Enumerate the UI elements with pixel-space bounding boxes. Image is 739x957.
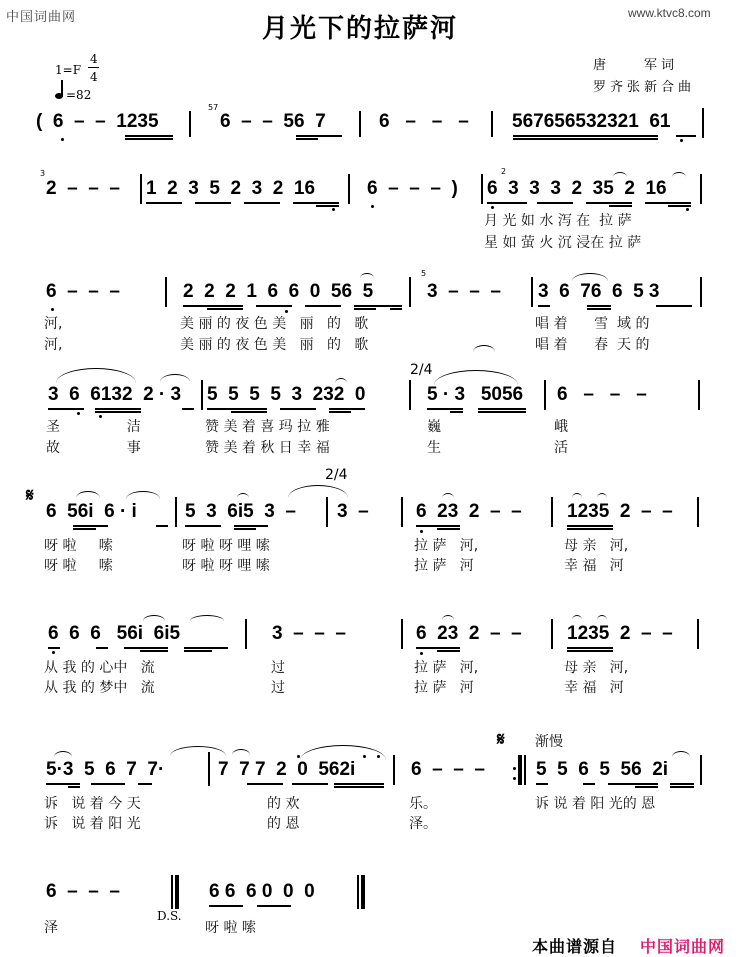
bar-line <box>702 108 704 138</box>
underline <box>46 783 80 785</box>
underline <box>293 202 339 204</box>
slur <box>76 491 100 498</box>
high-octave-dot <box>297 755 300 758</box>
bar-line <box>393 755 395 785</box>
measure-2-notes: 5 3 6i5 3 – <box>185 501 296 522</box>
bar-line <box>357 875 359 909</box>
underline <box>668 205 691 207</box>
bar-line <box>700 277 702 307</box>
bar-line <box>401 619 403 649</box>
repeat-dot <box>513 777 516 780</box>
slur <box>54 751 72 757</box>
underline <box>234 528 256 530</box>
underline <box>244 202 280 204</box>
lyrics-verse-1-b: 过 <box>271 660 285 676</box>
slur <box>597 493 607 498</box>
underline <box>73 525 108 527</box>
bar-line <box>481 174 483 204</box>
measure-4-notes: 6 3 3 3 2 35 2 16 <box>487 178 667 199</box>
lyrics-verse-2-c: 唱 着 春 天 的 <box>535 337 650 353</box>
underline <box>125 135 173 137</box>
lyrics-verse-1-c: 拉 萨 河, <box>414 538 479 554</box>
bar-line <box>491 111 493 137</box>
bar-line <box>359 111 361 137</box>
underline <box>513 138 658 140</box>
measure-2-notes: 2 2 2 1 6 6 0 56 5 <box>183 281 374 302</box>
segno-icon: 𝄋 <box>497 729 505 750</box>
lyrics-verse-2: 星 如 萤 火 沉 浸在 拉 萨 <box>484 235 642 251</box>
underline <box>207 308 243 310</box>
underline <box>91 783 125 785</box>
underline <box>416 525 460 527</box>
underline <box>140 650 168 652</box>
lyrics-verse-2-c: 拉 萨 河 <box>414 680 474 696</box>
bar-line <box>348 174 350 204</box>
lyrics-verse-1-b: 的 欢 <box>267 796 300 812</box>
underline <box>450 411 463 413</box>
lyrics-verse-1-a: 从 我 的 心中 流 <box>44 660 155 676</box>
underline <box>184 647 228 649</box>
bar-line <box>531 277 533 307</box>
lyrics-verse-1-a: 呀 啦 嗦 <box>44 538 113 554</box>
slur <box>572 615 582 620</box>
bar-line <box>245 619 247 649</box>
underline <box>567 650 613 652</box>
underline <box>437 650 460 652</box>
underline <box>537 202 573 204</box>
underline <box>185 525 221 527</box>
underline <box>513 135 658 137</box>
slur <box>434 370 518 385</box>
slur <box>237 493 249 498</box>
tempo-marking: =82 <box>66 88 92 102</box>
underline <box>354 305 402 307</box>
underline <box>390 308 402 310</box>
measure-1-notes: 3 6 6132 2 · 3 <box>48 384 182 405</box>
measure-4-notes: 6 23 2 – – <box>416 501 522 522</box>
underline <box>427 408 463 410</box>
underline <box>95 411 141 413</box>
lyrics-verse-1-c: 唱 着 雪 域 的 <box>535 316 650 332</box>
high-octave-dot <box>377 755 380 758</box>
bar-line <box>326 497 328 527</box>
measure-2-notes: 1 2 3 5 2 3 2 16 <box>146 178 316 199</box>
lyrics-verse-2-a: 呀 啦 嗦 <box>44 558 113 574</box>
lyrics-verse-1-c: 巍 <box>427 419 441 435</box>
underline <box>567 525 613 527</box>
bar-line <box>201 380 203 410</box>
underline <box>334 783 384 785</box>
lyrics-verse-1-d: 母 亲 河, <box>564 538 629 554</box>
lyrics-verse-2-c: 生 <box>427 440 441 456</box>
measure-1-notes: 2 – – – <box>46 178 120 199</box>
lyrics-verse-2-a: 故 事 <box>46 440 141 456</box>
underline <box>635 786 658 788</box>
watermark-url: www.ktvc8.com <box>628 6 711 20</box>
measure-4-notes: 1235 2 – – <box>567 623 673 644</box>
underline <box>125 138 173 140</box>
underline <box>73 528 96 530</box>
bar-line <box>171 875 173 909</box>
high-octave-dot <box>363 755 366 758</box>
source-label: 本曲谱源自 <box>532 937 618 956</box>
underline <box>184 650 212 652</box>
slur <box>572 493 582 498</box>
lyrics-a: 泽 <box>44 920 58 936</box>
lyrics-verse-1-a: 诉 说 着 今 天 <box>44 796 141 812</box>
slur <box>360 273 374 278</box>
measure-1-notes: 6 56i 6 · i <box>46 501 137 522</box>
underline <box>567 528 613 530</box>
slur <box>143 615 165 621</box>
low-octave-dot <box>680 139 683 142</box>
lyrics-verse-1-a: 河, <box>44 316 63 332</box>
dal-segno-mark: D.S. <box>157 909 182 923</box>
time-signature-change: 2/4 <box>410 362 433 378</box>
bar-line <box>140 174 142 204</box>
low-octave-dot <box>77 412 80 415</box>
underline <box>354 308 376 310</box>
underline <box>195 202 231 204</box>
underline <box>609 205 632 207</box>
slur <box>335 378 347 383</box>
underline <box>292 783 328 785</box>
underline <box>146 202 182 204</box>
underline <box>334 786 384 788</box>
tempo-mark-ritardando: 渐慢 <box>535 734 563 750</box>
measure-1-notes: ( 6 – – 1235 <box>36 111 159 132</box>
lyrics-verse-1-d: 峨 <box>554 419 568 435</box>
bar-line <box>409 277 411 307</box>
lyricist-credit: 唐 军词 <box>593 58 679 73</box>
lyrics-verse-2-d: 活 <box>554 440 568 456</box>
bar-line <box>551 497 553 527</box>
bar-line <box>165 277 167 307</box>
underline <box>96 647 108 649</box>
bar-line <box>698 380 700 410</box>
lyrics-verse-2-b: 的 恩 <box>267 816 300 832</box>
bar-line <box>175 497 177 527</box>
measure-1-notes: 6 – – – <box>46 881 120 902</box>
measure-4-notes: 5 5 6 5 56 2i <box>536 759 669 780</box>
lyrics-verse-2-a: 河, <box>44 337 63 353</box>
slur <box>126 491 160 499</box>
lyrics-verse-2-c: 拉 萨 河 <box>414 558 474 574</box>
low-octave-dot <box>686 208 689 211</box>
low-octave-dot <box>491 206 494 209</box>
underline <box>234 525 268 527</box>
low-octave-dot <box>61 138 64 141</box>
underline <box>656 305 692 307</box>
bar-line <box>401 497 403 527</box>
underline <box>567 647 613 649</box>
lyrics-verse-2-c: 泽。 <box>409 816 437 832</box>
slur <box>190 615 224 621</box>
underline <box>670 786 694 788</box>
lyrics-verse-1-b: 美 丽 的 夜 色 美 丽 的 歌 <box>180 316 369 332</box>
slur <box>160 374 190 382</box>
grace-note: 2 <box>501 167 507 176</box>
lyrics-verse-1-d: 母 亲 河, <box>564 660 629 676</box>
underline <box>124 647 168 649</box>
measure-3-notes: 6 – – – <box>379 111 469 132</box>
underline <box>209 905 243 907</box>
measure-2-notes: 7 7 7 2 0 562i <box>218 759 356 780</box>
measure-2-notes: 3 – – – <box>272 623 346 644</box>
slur <box>613 172 627 177</box>
time-signature-top: 4 <box>90 52 98 66</box>
slur <box>288 485 348 498</box>
lyrics-b: 呀 啦 嗦 <box>205 920 256 936</box>
slur <box>56 368 136 383</box>
slur <box>442 493 454 498</box>
measure-3-notes: 6 – – – ) <box>367 178 458 199</box>
measure-3-notes: 6 23 2 – – <box>416 623 522 644</box>
lyrics-verse-1-b: 赞 美 着 喜 玛 拉 雅 <box>205 419 330 435</box>
underline <box>280 408 316 410</box>
underline <box>257 905 291 907</box>
low-octave-dot <box>420 652 423 655</box>
lyrics-verse-2-d: 幸 福 河 <box>564 680 624 696</box>
lyrics-verse-1-b: 呀 啦 呀 哩 嗦 <box>182 538 270 554</box>
underline <box>316 205 339 207</box>
lyrics-verse-1-c: 乐。 <box>409 796 437 812</box>
underline <box>587 308 611 310</box>
lyrics-verse-2-b: 过 <box>271 680 285 696</box>
measure-3-notes: 3 – – – <box>427 281 501 302</box>
measure-4-notes: 567656532321 61 <box>512 111 671 132</box>
segno-icon: 𝄋 <box>26 485 34 506</box>
measure-2-notes: 6 – – 56 7 <box>220 111 326 132</box>
underline <box>183 305 243 307</box>
measure-2-notes: 5 5 5 5 3 232 0 <box>207 384 366 405</box>
underline <box>416 647 460 649</box>
underline <box>296 138 318 140</box>
underline <box>670 783 694 785</box>
lyrics-verse-2-a: 诉 说 着 阳 光 <box>44 816 141 832</box>
underline <box>296 135 342 137</box>
low-octave-dot <box>420 530 423 533</box>
lyrics-verse-1-c: 拉 萨 河, <box>414 660 479 676</box>
repeat-end-bar <box>518 755 522 785</box>
underline <box>156 525 168 527</box>
watermark-site-name: 中国词曲网 <box>6 10 77 25</box>
low-octave-dot <box>51 308 54 311</box>
lyrics-verse-2-d: 幸 福 河 <box>564 558 624 574</box>
underline <box>48 647 60 649</box>
underline <box>207 408 267 410</box>
underline <box>329 408 365 410</box>
slur <box>672 751 690 757</box>
underline <box>478 408 526 410</box>
underline <box>231 411 267 413</box>
repeat-dot <box>513 767 516 770</box>
underline <box>645 202 691 204</box>
underline <box>182 408 194 410</box>
source-site-link[interactable]: 中国词曲网 <box>640 937 726 956</box>
measure-3-notes: 6 – – – <box>411 759 485 780</box>
final-bar <box>361 875 365 909</box>
underline <box>478 411 526 413</box>
lyrics-verse-2-b: 赞 美 着 秋 日 幸 福 <box>205 440 330 456</box>
underline <box>676 135 696 137</box>
measure-1-notes: 5·3 5 6 7 7· <box>46 759 165 780</box>
slur <box>232 749 250 755</box>
measure-4-notes: 3 6 76 6 5 3 <box>538 281 660 302</box>
bar-line <box>208 752 210 786</box>
underline <box>538 305 550 307</box>
slur <box>672 172 686 177</box>
underline <box>329 411 351 413</box>
low-octave-dot <box>332 208 335 211</box>
underline <box>95 408 141 410</box>
underline <box>138 783 152 785</box>
composer-credit: 罗齐张新合曲 <box>593 80 696 95</box>
underline <box>487 202 527 204</box>
slur <box>473 345 495 352</box>
lyrics-verse-1: 月 光 如 水 泻 在 拉 萨 <box>484 213 632 229</box>
slur <box>597 615 607 620</box>
underline <box>247 783 283 785</box>
underline <box>587 305 611 307</box>
grace-note: 5 <box>421 269 427 278</box>
quarter-note-icon <box>55 80 64 100</box>
bar-line <box>697 619 699 649</box>
slur <box>572 273 608 281</box>
grace-note: 57 <box>208 103 219 112</box>
underline <box>437 528 460 530</box>
low-octave-dot <box>371 205 374 208</box>
bar-line <box>189 111 191 137</box>
lyrics-verse-2-b: 呀 啦 呀 哩 嗦 <box>182 558 270 574</box>
underline <box>68 786 80 788</box>
underline <box>586 202 632 204</box>
measure-4-notes: 6 – – – <box>557 384 647 405</box>
slur <box>170 746 226 756</box>
underline <box>536 783 548 785</box>
time-signature-change: 2/4 <box>325 467 348 483</box>
slur <box>442 615 454 620</box>
bar-line <box>697 497 699 527</box>
bar-line <box>409 380 411 410</box>
underline <box>256 305 292 307</box>
underline <box>48 408 84 410</box>
underline <box>608 783 658 785</box>
lyrics-verse-2-b: 美 丽 的 夜 色 美 丽 的 歌 <box>180 337 369 353</box>
slur <box>300 745 386 760</box>
time-signature-line <box>88 67 99 68</box>
measure-3-notes: 3 – <box>337 501 369 522</box>
underline <box>305 305 341 307</box>
measure-1-notes: 6 – – – <box>46 281 120 302</box>
bar-line <box>544 380 546 410</box>
bar-line <box>700 755 702 785</box>
measure-1-notes: 6 6 6 56i 6i5 <box>48 623 181 644</box>
key-signature: 1=F <box>55 63 82 77</box>
lyrics-verse-1-a: 圣 洁 <box>46 419 141 435</box>
bar-line <box>700 174 702 204</box>
low-octave-dot <box>52 651 55 654</box>
measure-3-notes: 5 · 3 5056 <box>427 384 524 405</box>
bar-line <box>524 755 526 785</box>
grace-note: 3 <box>40 169 46 178</box>
bar-line <box>551 619 553 649</box>
time-signature-bottom: 4 <box>90 70 98 84</box>
final-bar <box>175 875 179 909</box>
lyrics-verse-1-d: 诉 说 着 阳 光的 恩 <box>535 796 656 812</box>
underline <box>583 783 595 785</box>
measure-2-notes: 6 6 6 0 0 0 <box>209 881 315 902</box>
lyrics-verse-2-a: 从 我 的 梦中 流 <box>44 680 155 696</box>
measure-5-notes: 1235 2 – – <box>567 501 673 522</box>
song-title: 月光下的拉萨河 <box>262 14 459 44</box>
